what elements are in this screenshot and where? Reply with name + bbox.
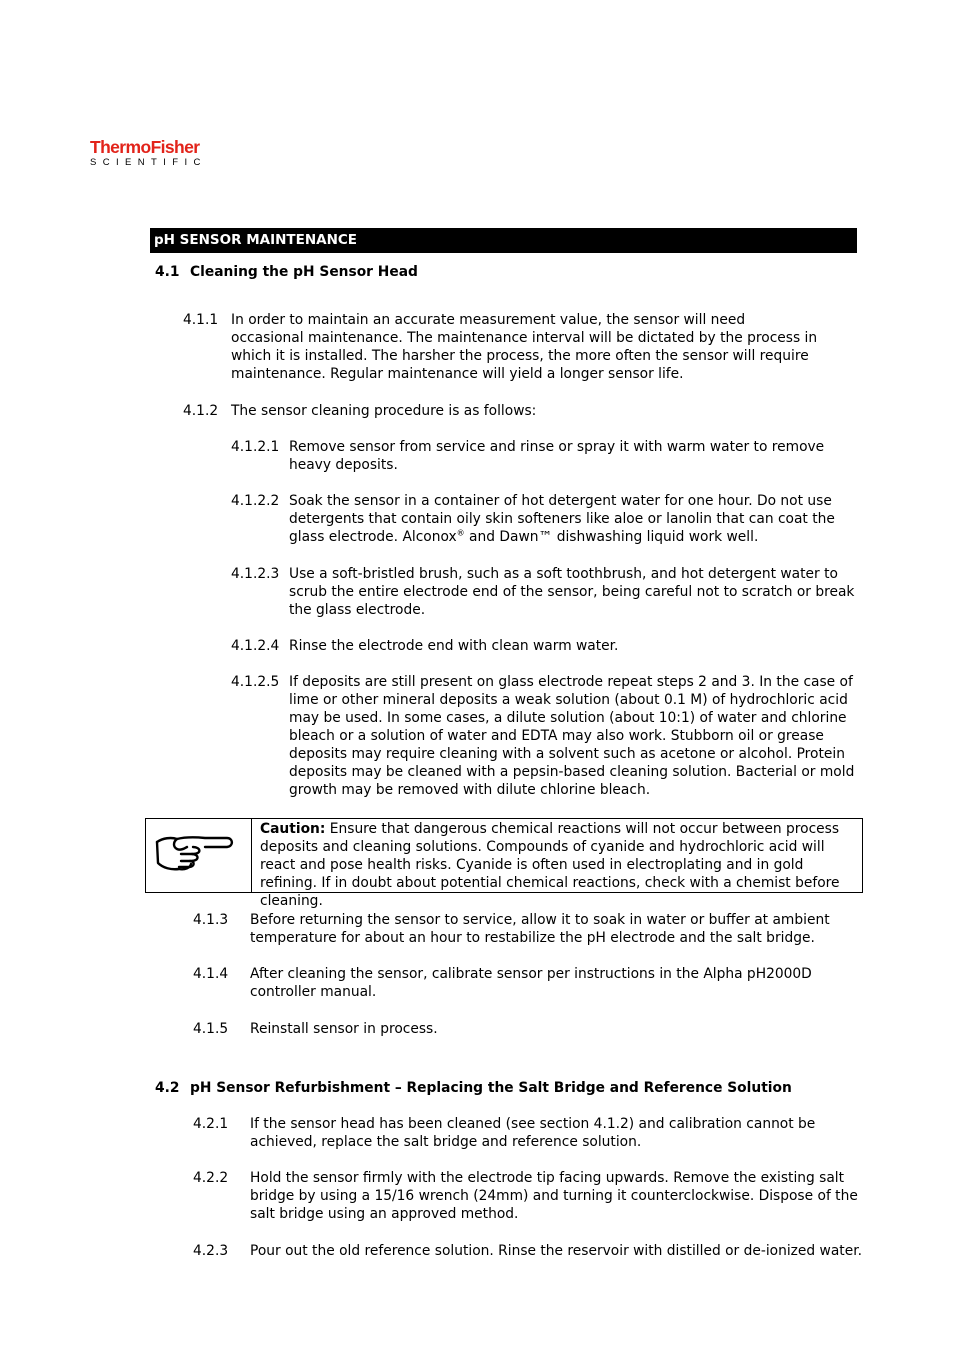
step-text: Rinse the electrode end with clean warm water. <box>289 638 619 654</box>
step-text: Use a soft-bristled brush, such as a soft toothbrush, and hot detergent water to scrub the entire electrode end of the sensor, being careful not to scratch or break the glass electrode. <box>289 566 855 618</box>
caution-divider <box>251 819 252 892</box>
step-text: If deposits are still present on glass electrode repeat steps 2 and 3. In the case of lime or other mineral deposits a weak solution (about 0.1 M) of hydrochloric acid may be used. In some cases, a dilute solution (about 10:1) of water and chlorine bleach or a solution of water and EDTA may also work. Stubborn oil or grease deposits may require cleaning with a solvent such as acetone or alcohol. Protein deposits may be cleaned with a pepsin-based cleaning solution. Bacterial or mold growth may be removed with dilute chlorine bleach. <box>289 674 855 798</box>
paragraph-number: 4.1.2 <box>183 403 219 419</box>
paragraph-text: The sensor cleaning procedure is as follows: <box>231 403 537 419</box>
caution-body: Ensure that dangerous chemical reactions will not occur between process deposits and cleaning solutions. Compounds of cyanide and hydrochloric acid will react and pose health risks. Cyanide is often used in electroplating and in gold refining. If in doubt about potential chemical reactions, check with a chemist before cleaning. <box>260 821 840 909</box>
paragraph-text: After cleaning the sensor, calibrate sensor per instructions in the Alpha pH2000D controller manual. <box>250 966 812 1000</box>
heading-title: Cleaning the pH Sensor Head <box>190 264 418 280</box>
paragraph-text: In order to maintain an accurate measurement value, the sensor will need occasional maintenance. The maintenance interval will be dictated by the process in which it is installed. The harsher the process, the more often the sensor will require maintenance. Regular maintenance will yield a longer sensor life. <box>231 312 818 382</box>
registered-mark: ® <box>456 528 465 538</box>
paragraph-number: 4.1.4 <box>193 966 229 982</box>
caution-label: Caution: <box>260 821 326 837</box>
step-number: 4.1.2.2 <box>231 493 280 509</box>
paragraph-text: Reinstall sensor in process. <box>250 1021 438 1037</box>
heading-number: 4.1 <box>155 264 180 280</box>
paragraph-number: 4.2.3 <box>193 1243 229 1259</box>
paragraph-text: If the sensor head has been cleaned (see section 4.1.2) and calibration cannot be achieved, replace the salt bridge and reference solution. <box>250 1116 816 1150</box>
pointing-hand-icon <box>155 833 237 873</box>
thermo-fisher-logo <box>90 138 220 169</box>
paragraph-text: Hold the sensor firmly with the electrode tip facing upwards. Remove the existing salt bridge by using a 15/16 wrench (24mm) and turning it counterclockwise. Dispose of the salt bridge using an approved method. <box>250 1170 858 1222</box>
step-number: 4.1.2.4 <box>231 638 280 654</box>
paragraph-number: 4.1.3 <box>193 912 229 928</box>
heading-number: 4.2 <box>155 1080 180 1096</box>
step-text-part: Soak the sensor in a container of hot detergent water for one hour. Do not use detergents that contain oily skin softeners like aloe or lanolin that can coat the glass electrode. Alconox <box>289 493 835 545</box>
step-number: 4.1.2.1 <box>231 439 280 455</box>
section-title-bar: pH SENSOR MAINTENANCE <box>150 228 857 253</box>
heading-4-2 <box>155 1079 792 1097</box>
paragraph-number: 4.1.1 <box>183 312 219 328</box>
paragraph-text: Before returning the sensor to service, allow it to soak in water or buffer at ambient temperature for about an hour to restabilize the pH electrode and the salt bridge. <box>250 912 830 946</box>
logo-wordmark: ThermoFisher <box>90 137 200 157</box>
caution-box <box>145 818 863 909</box>
paragraph-number: 4.1.5 <box>193 1021 229 1037</box>
paragraph-number: 4.2.2 <box>193 1170 229 1186</box>
heading-4-1 <box>155 263 418 281</box>
step-number: 4.1.2.5 <box>231 674 280 690</box>
step-text: Remove sensor from service and rinse or spray it with warm water to remove heavy deposits. <box>289 439 825 473</box>
logo-subtitle: SCIENTIFIC <box>90 157 207 168</box>
caution-text <box>260 820 855 910</box>
step-number: 4.1.2.3 <box>231 566 280 582</box>
paragraph-number: 4.2.1 <box>193 1116 229 1132</box>
paragraph-text: Pour out the old reference solution. Rinse the reservoir with distilled or de-ionized water. <box>250 1243 862 1259</box>
step-text <box>289 492 859 546</box>
heading-title: pH Sensor Refurbishment – Replacing the Salt Bridge and Reference Solution <box>190 1080 792 1096</box>
step-text-part: and Dawn™ dishwashing liquid work well. <box>464 529 759 545</box>
